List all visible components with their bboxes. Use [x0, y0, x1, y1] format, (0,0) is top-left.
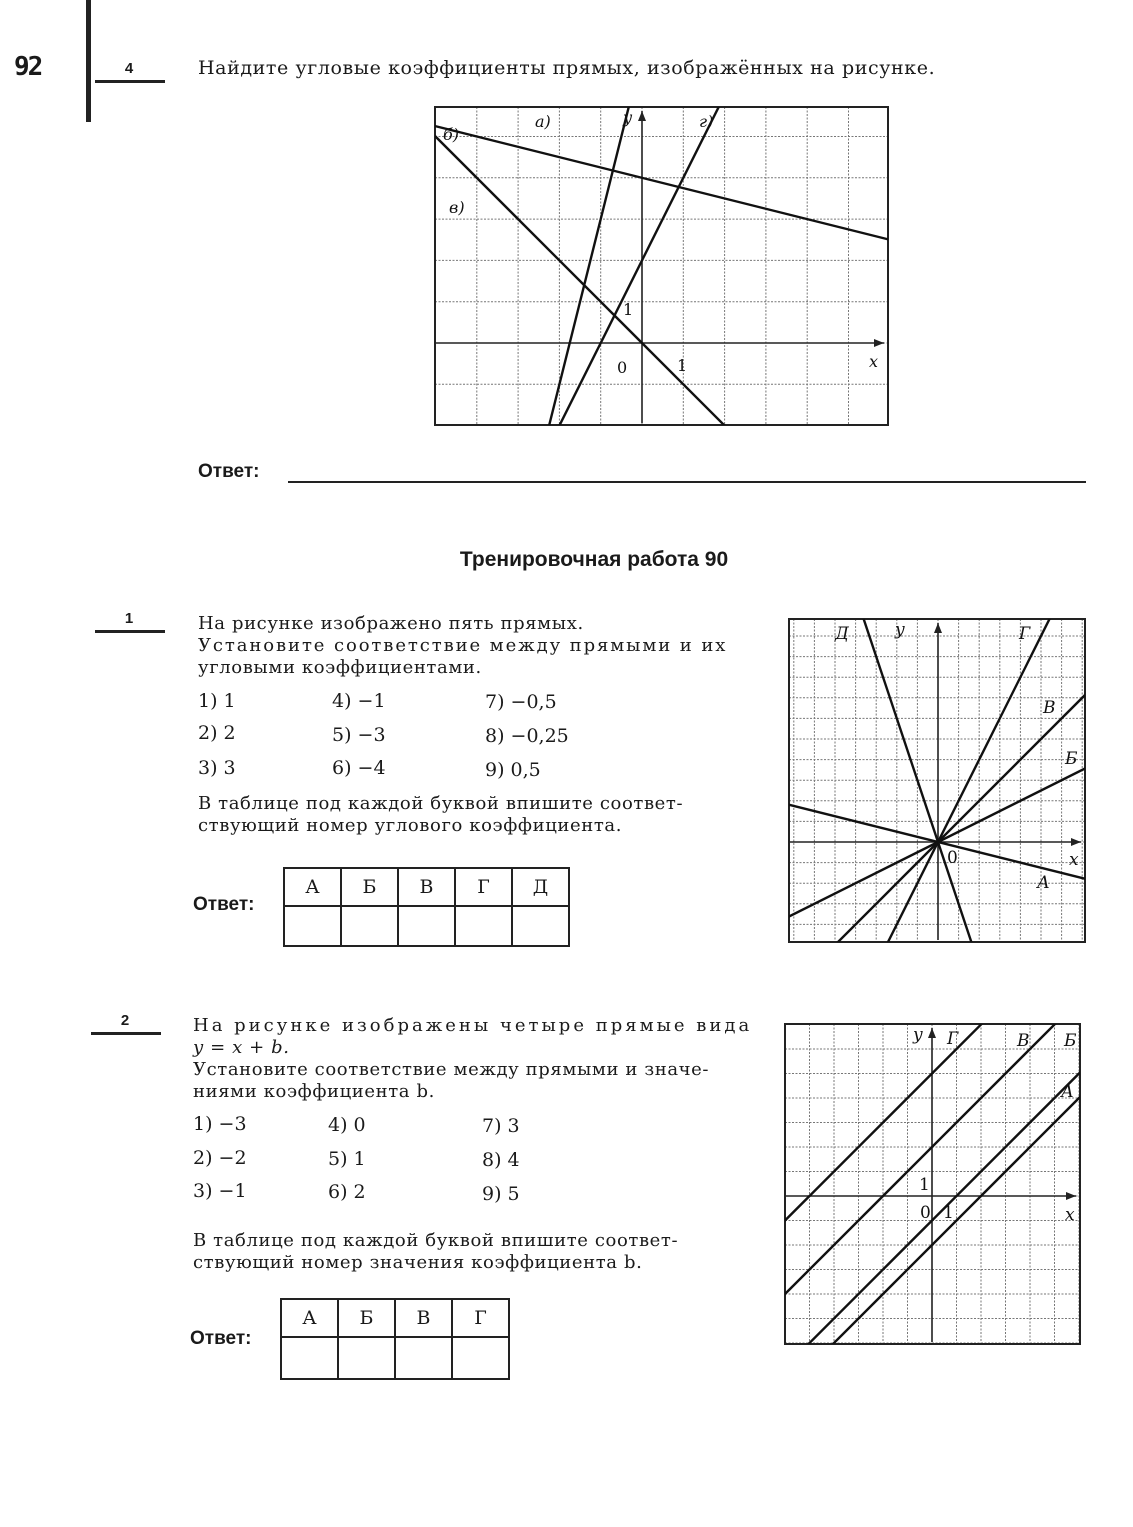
task1-option-5: 5) −3: [332, 724, 386, 746]
task2-text: [193, 1015, 758, 1103]
task1-answer-cell[interactable]: [455, 906, 512, 946]
margin-bar: [86, 0, 91, 122]
task1-option-2: 2) 2: [198, 722, 236, 744]
task4-question: Найдите угловые коэффициенты прямых, изображённых на рисунке.: [198, 57, 936, 79]
task1-letter-g: Г: [455, 868, 512, 906]
task2-formula: y = x + b.: [193, 1037, 290, 1058]
task1-letter-d: Д: [512, 868, 569, 906]
task4-y-axis-label: y: [623, 108, 633, 127]
task2-unit-x-label: 1: [943, 1203, 954, 1223]
task1-y-arrow: [934, 623, 942, 633]
task4-x-axis-label: x: [869, 352, 879, 371]
task1-option-3: 3) 3: [198, 757, 236, 779]
task1-text-line1: На рисунке изображено пять прямых.: [198, 613, 584, 634]
task1-number: 1: [124, 610, 134, 627]
task1-y-axis-label: y: [895, 620, 905, 640]
task1-option-9: 9) 0,5: [485, 759, 541, 781]
task1-label-v: В: [1043, 698, 1056, 718]
task1-letter-a: А: [284, 868, 341, 906]
task1-graph: [787, 617, 1087, 944]
task2-text-line3: ниями коэффициента b.: [193, 1081, 435, 1102]
task1-answer-label: Ответ:: [193, 894, 255, 915]
task1-letter-v: В: [398, 868, 455, 906]
task4-label-a: а): [535, 112, 551, 131]
task1-x-axis-label: x: [1069, 850, 1079, 870]
task2-option-4: 4) 0: [328, 1114, 366, 1136]
task1-instruction-line1: В таблице под каждой буквой впишите соответ-: [198, 793, 684, 814]
task4-answer-line[interactable]: [288, 481, 1086, 483]
task2-text-line2: Установите соответствие между прямыми и значе-: [193, 1059, 710, 1080]
task4-unit-y-label: 1: [623, 300, 634, 319]
task1-answer-cell[interactable]: [284, 906, 341, 946]
task4-label-g: г): [699, 112, 714, 131]
task2-answer-cell[interactable]: [452, 1337, 509, 1379]
task2-unit-y-label: 1: [919, 1175, 930, 1195]
task4-line-b: [433, 116, 891, 250]
task2-option-1: 1) −3: [193, 1113, 247, 1135]
task1-option-4: 4) −1: [332, 690, 386, 712]
task4-line-v: [433, 105, 891, 430]
task2-label-g: Г: [947, 1029, 959, 1049]
task4-line-a: [433, 105, 891, 430]
task2-label-b: Б: [1064, 1031, 1077, 1051]
task2-option-2: 2) −2: [193, 1147, 247, 1169]
task2-number: 2: [120, 1012, 130, 1029]
task4-origin-label: 0: [617, 358, 628, 377]
task2-answer-cell[interactable]: [395, 1337, 452, 1379]
task2-text-line1: На рисунке изображены четыре прямые вида: [193, 1015, 753, 1036]
task2-instruction-line1: В таблице под каждой буквой впишите соответ-: [193, 1230, 679, 1251]
task2-option-7: 7) 3: [482, 1115, 520, 1137]
task1-label-a: А: [1037, 873, 1050, 893]
task2-x-axis-label: x: [1065, 1205, 1075, 1225]
task1-instruction-line2: ствующий номер углового коэффициента.: [198, 815, 623, 836]
task4-number: 4: [124, 60, 134, 77]
task1-number-underline: [95, 630, 165, 633]
task1-text-line3: угловыми коэффициентами.: [198, 657, 482, 678]
task1-answer-table: [283, 867, 570, 947]
task2-y-axis-label: y: [913, 1025, 923, 1045]
task2-letter-b: Б: [338, 1299, 395, 1337]
page-number: 92: [14, 52, 42, 82]
task4-label-v: в): [449, 198, 465, 217]
task1-option-1: 1) 1: [198, 690, 236, 712]
task2-option-9: 9) 5: [482, 1183, 520, 1205]
task4-grid: [435, 107, 888, 425]
task2-answer-label: Ответ:: [190, 1328, 252, 1349]
task2-instruction-line2: ствующий номер значения коэффициента b.: [193, 1252, 643, 1273]
task1-label-g: Г: [1019, 624, 1031, 644]
task1-text-line2: Установите соответствие между прямыми и их: [198, 635, 728, 656]
task1-answer-cell[interactable]: [398, 906, 455, 946]
task2-number-underline: [91, 1032, 161, 1035]
task4-label-b: б): [443, 125, 460, 144]
task2-graph: [783, 1022, 1082, 1346]
task1-option-8: 8) −0,25: [485, 725, 569, 747]
task4-y-arrow: [638, 111, 646, 121]
task4-axes: [435, 111, 884, 423]
task2-answer-cell[interactable]: [338, 1337, 395, 1379]
task1-x-arrow: [1071, 838, 1081, 846]
task2-label-v: В: [1017, 1031, 1030, 1051]
task4-grid-border: [435, 107, 888, 425]
task4-unit-x-label: 1: [677, 356, 688, 375]
task2-y-arrow: [928, 1028, 936, 1038]
task1-instruction: [198, 793, 683, 837]
section-title: Тренировочная работа 90: [459, 548, 729, 571]
task1-option-7: 7) −0,5: [485, 691, 557, 713]
task1-option-6: 6) −4: [332, 757, 386, 779]
task2-option-5: 5) 1: [328, 1148, 366, 1170]
task2-origin-label: 0: [920, 1203, 931, 1223]
task4-answer-label: Ответ:: [198, 461, 260, 482]
task4-graph: [433, 105, 891, 430]
task2-option-8: 8) 4: [482, 1149, 520, 1171]
task4-number-underline: [95, 80, 165, 83]
task1-label-d: Д: [835, 624, 849, 644]
task1-answer-cell[interactable]: [512, 906, 569, 946]
task2-option-6: 6) 2: [328, 1181, 366, 1203]
task2-instruction: [193, 1230, 678, 1274]
task2-letter-g: Г: [452, 1299, 509, 1337]
task1-text: [198, 613, 760, 679]
task2-answer-cell[interactable]: [281, 1337, 338, 1379]
task2-x-arrow: [1066, 1192, 1076, 1200]
task4-x-arrow: [874, 339, 884, 347]
task1-label-b: Б: [1065, 749, 1078, 769]
task2-letter-a: А: [281, 1299, 338, 1337]
task1-answer-cell[interactable]: [341, 906, 398, 946]
task1-origin-label: 0: [947, 848, 958, 868]
task2-letter-v: В: [395, 1299, 452, 1337]
task4-line-g: [433, 105, 891, 430]
task2-answer-table: [280, 1298, 510, 1380]
task2-label-a: А: [1061, 1082, 1074, 1102]
task1-letter-b: Б: [341, 868, 398, 906]
task2-option-3: 3) −1: [193, 1180, 247, 1202]
task4-lines: [433, 105, 891, 430]
